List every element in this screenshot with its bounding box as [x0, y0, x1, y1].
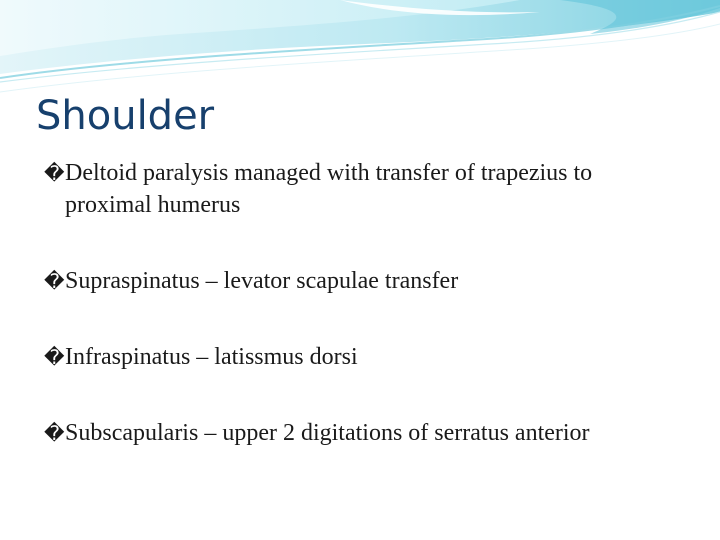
bullet-item [44, 157, 684, 221]
bullet-text: Supraspinatus – levator scapulae transfer [65, 268, 459, 294]
bullet-marker-icon: � [44, 269, 65, 293]
bullet-text: Infraspinatus – latissmus dorsi [65, 344, 358, 370]
bullet-text: Subscapularis – upper 2 digitations of serratus anterior [65, 420, 590, 446]
bullet-marker-icon: � [44, 421, 65, 445]
slide-title: Shoulder [36, 93, 215, 139]
bullet-item [44, 265, 684, 297]
bullet-text: Deltoid paralysis managed with transfer of trapezius to proximal humerus [65, 160, 593, 218]
bullet-item [44, 417, 684, 449]
bullet-item [44, 341, 684, 373]
bullet-list [44, 157, 684, 449]
bullet-marker-icon: � [44, 161, 65, 185]
bullet-marker-icon: � [44, 345, 65, 369]
